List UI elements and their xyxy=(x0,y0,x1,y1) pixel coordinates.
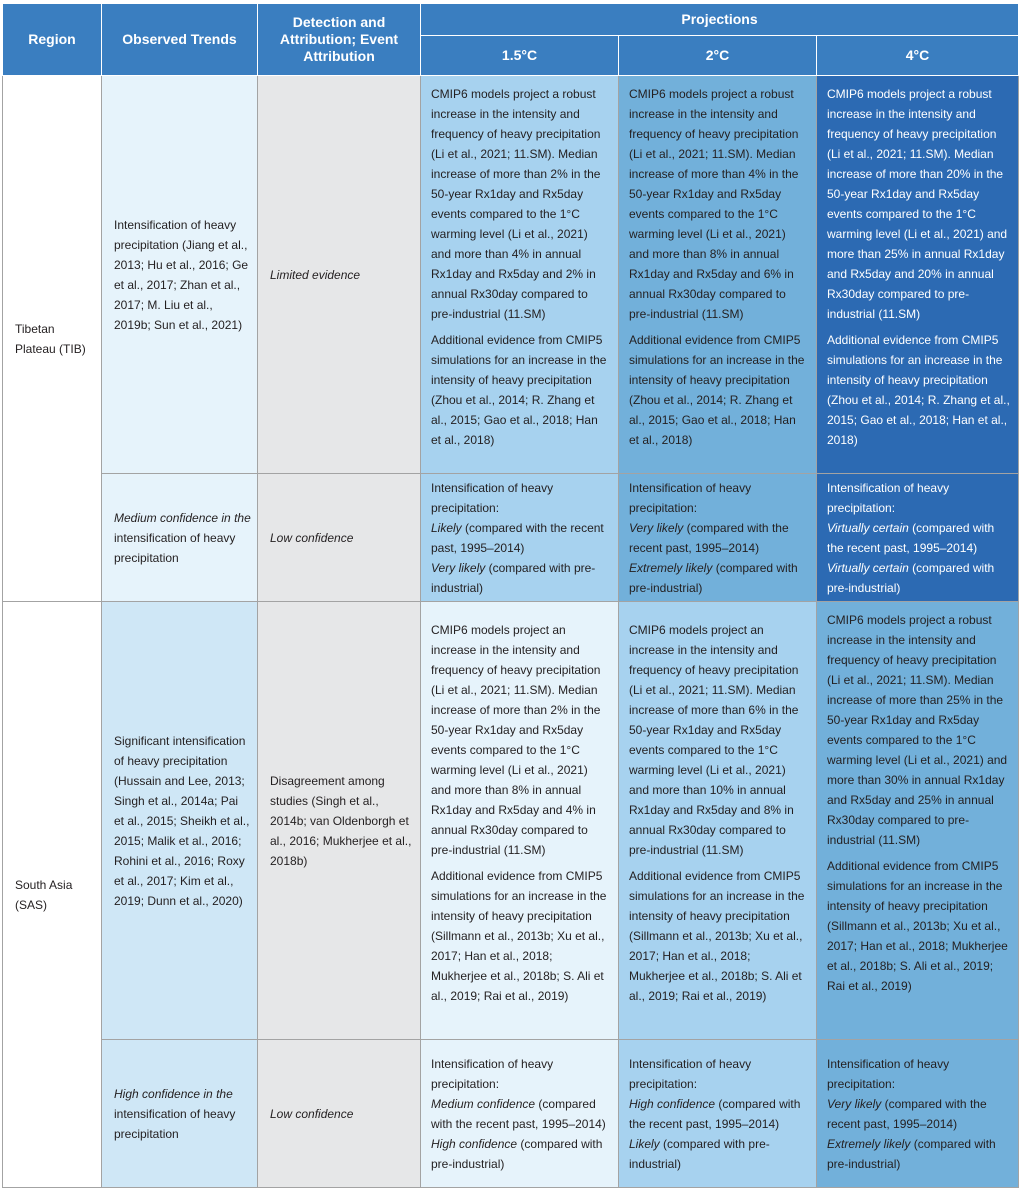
likelihood-term: Extremely likely xyxy=(629,560,713,575)
projection-text: CMIP6 models project an increase in the intensity and frequency of heavy precipitation (Li et al., 2021; 11.SM). Median increase of more than 6% in the 50-year Rx1day and Rx5day events compared to the 1°C warming level (Li et al., 2021) and more than 10% in annual Rx1day and Rx5day and 8% in annual Rx30day compared to pre-industrial (11.SM) xyxy=(629,623,799,857)
projection-text: Additional evidence from CMIP5 simulations for an increase in the intensity of heavy precipitation (Zhou et al., 2014; R. Zhang et al., 2015; Gao et al., 2018; Han et al., 2018) xyxy=(827,333,1010,447)
projection-text: Additional evidence from CMIP5 simulations for an increase in the intensity of heavy precipitation (Zhou et al., 2014; R. Zhang et al., 2015; Gao et al., 2018; Han et al., 2018) xyxy=(431,333,607,447)
projection-intro: Intensification of heavy precipitation: xyxy=(827,1056,950,1091)
comparison-text: (compared with pre-industrial) xyxy=(629,560,798,595)
projection-intro: Intensification of heavy precipitation: xyxy=(827,480,950,515)
projection-text: CMIP6 models project a robust increase in the intensity and frequency of heavy precipitation (Li et al., 2021; 11.SM). Median increase of more than 2% in the 50-year Rx1day and Rx5day events compared to the 1°C warming level (Li et al., 2021) and more than 4% in annual Rx1day and Rx5day and 2% in annual Rx30day compared to pre-industrial (11.SM) xyxy=(431,87,601,321)
projection-1-5-cell xyxy=(421,76,619,474)
projection-text: CMIP6 models project a robust increase in the intensity and frequency of heavy precipitation (Li et al., 2021; 11.SM). Median increase of more than 20% in the 50-year Rx1day and Rx5day events compared to the 1°C warming level (Li et al., 2021) and more than 25% in annual Rx1day and Rx5day and 20% in annual Rx30day compared to pre-industrial (11.SM) xyxy=(827,87,1008,321)
comparison-text: (compared with pre-industrial) xyxy=(827,560,995,595)
header-detection-attribution: Detection and Attribution; Event Attribution xyxy=(258,4,421,76)
projection-text: Additional evidence from CMIP5 simulations for an increase in the intensity of heavy precipitation (Sillmann et al., 2013b; Xu et al., 2017; Han et al., 2018; Mukherjee et al., 2018b; S. Ali et al., 2019; Rai et al., 2019) xyxy=(827,859,1008,993)
table-row xyxy=(3,1040,1019,1188)
detection-attribution-cell: Disagreement among studies (Singh et al., 2014b; van Oldenborgh et al., 2016; Mukherjee et al., 2018b) xyxy=(258,602,421,1040)
header-warming-2: 2°C xyxy=(619,36,817,76)
comparison-text: (compared with pre-industrial) xyxy=(827,1136,996,1171)
projection-4-cell xyxy=(817,602,1019,1040)
table-row xyxy=(3,602,1019,1040)
comparison-text: (compared with the recent past, 1995–2014) xyxy=(629,520,789,555)
comparison-text: (compared with pre-industrial) xyxy=(629,1136,770,1171)
projection-text: Additional evidence from CMIP5 simulations for an increase in the intensity of heavy precipitation (Sillmann et al., 2013b; Xu et al., 2017; Han et al., 2018; Mukherjee et al., 2018b; S. Ali et al., 2019; Rai et al., 2019) xyxy=(629,869,805,1003)
observed-trends-cell: Significant intensification of heavy precipitation (Hussain and Lee, 2013; Singh et al., 2014a; Pai et al., 2015; Sheikh et al., 2015; Malik et al., 2016; Rohini et al., 2016; Roxy et al., 2017; Kim et al., 2019; Dunn et al., 2020) xyxy=(102,602,258,1040)
likelihood-term: Likely xyxy=(629,1136,660,1151)
comparison-text: (compared with the recent past, 1995–2014) xyxy=(431,1096,606,1131)
observed-trends-cell xyxy=(102,474,258,602)
comparison-text: (compared with pre-industrial) xyxy=(431,1136,603,1171)
table-row xyxy=(3,76,1019,474)
header-warming-4: 4°C xyxy=(817,36,1019,76)
projection-text: Additional evidence from CMIP5 simulations for an increase in the intensity of heavy precipitation (Sillmann et al., 2013b; Xu et al., 2017; Han et al., 2018; Mukherjee et al., 2018b; S. Ali et al., 2019; Rai et al., 2019) xyxy=(431,869,607,1003)
projection-2-cell xyxy=(619,602,817,1040)
projection-intro: Intensification of heavy precipitation: xyxy=(431,1056,554,1091)
region-cell-tib: Tibetan Plateau (TIB) xyxy=(3,76,102,602)
likelihood-term: High confidence xyxy=(431,1136,518,1151)
header-observed-trends: Observed Trends xyxy=(102,4,258,76)
comparison-text: (compared with the recent past, 1995–2014) xyxy=(827,520,995,555)
detection-attribution-cell: Low confidence xyxy=(258,474,421,602)
comparison-text: (compared with the recent past, 1995–2014) xyxy=(431,520,604,555)
projection-text: CMIP6 models project an increase in the intensity and frequency of heavy precipitation (Li et al., 2021; 11.SM). Median increase of more than 2% in the 50-year Rx1day and Rx5day events compared to the 1°C warming level (Li et al., 2021) and more than 8% in annual Rx1day and Rx5day and 4% in annual Rx30day compared to pre-industrial (11.SM) xyxy=(431,623,601,857)
comparison-text: (compared with pre-industrial) xyxy=(431,560,596,595)
projection-4-cell xyxy=(817,76,1019,474)
projection-2-cell xyxy=(619,474,817,602)
detection-attribution-cell: Limited evidence xyxy=(258,76,421,474)
projection-2-cell xyxy=(619,1040,817,1188)
table-header xyxy=(3,4,1019,76)
likelihood-term: Likely xyxy=(431,520,462,535)
likelihood-term: Very likely xyxy=(827,1096,882,1111)
observed-trend-text: intensification of heavy precipitation xyxy=(114,530,236,565)
projection-intro: Intensification of heavy precipitation: xyxy=(629,480,752,515)
projection-1-5-cell xyxy=(421,602,619,1040)
projection-intro: Intensification of heavy precipitation: xyxy=(629,1056,752,1091)
table-row xyxy=(3,474,1019,602)
projection-4-cell xyxy=(817,1040,1019,1188)
observed-trends-cell: Intensification of heavy precipitation (Jiang et al., 2013; Hu et al., 2016; Ge et al., 2017; Zhan et al., 2017; M. Liu et al., 2019b; Sun et al., 2021) xyxy=(102,76,258,474)
header-projections: Projections xyxy=(421,4,1019,36)
projection-intro: Intensification of heavy precipitation: xyxy=(431,480,554,515)
likelihood-term: Medium confidence xyxy=(431,1096,536,1111)
detection-attribution-cell: Low confidence xyxy=(258,1040,421,1188)
observed-trend-text: intensification of heavy precipitation xyxy=(114,1106,236,1141)
region-cell-sas: South Asia (SAS) xyxy=(3,602,102,1188)
projection-text: Additional evidence from CMIP5 simulations for an increase in the intensity of heavy precipitation (Zhou et al., 2014; R. Zhang et al., 2015; Gao et al., 2018; Han et al., 2018) xyxy=(629,333,805,447)
header-region: Region xyxy=(3,4,102,76)
projection-1-5-cell xyxy=(421,474,619,602)
comparison-text: (compared with the recent past, 1995–2014) xyxy=(827,1096,987,1131)
confidence-level: High confidence in the xyxy=(114,1086,233,1101)
projection-4-cell xyxy=(817,474,1019,602)
confidence-level: Medium confidence in the xyxy=(114,510,251,525)
projection-text: CMIP6 models project a robust increase in the intensity and frequency of heavy precipitation (Li et al., 2021; 11.SM). Median increase of more than 25% in the 50-year Rx1day and Rx5day events compared to the 1°C warming level (Li et al., 2021) and more than 30% in annual Rx1day and Rx5day and 25% in annual Rx30day compared to pre-industrial (11.SM) xyxy=(827,613,1008,847)
likelihood-term: Virtually certain xyxy=(827,560,909,575)
projection-1-5-cell xyxy=(421,1040,619,1188)
assessment-table xyxy=(2,3,1019,1188)
likelihood-term: Extremely likely xyxy=(827,1136,911,1151)
likelihood-term: Very likely xyxy=(629,520,684,535)
comparison-text: (compared with the recent past, 1995–2014) xyxy=(629,1096,801,1131)
likelihood-term: Virtually certain xyxy=(827,520,909,535)
likelihood-term: Very likely xyxy=(431,560,486,575)
likelihood-term: High confidence xyxy=(629,1096,716,1111)
header-warming-1-5: 1.5°C xyxy=(421,36,619,76)
projection-text: CMIP6 models project a robust increase in the intensity and frequency of heavy precipitation (Li et al., 2021; 11.SM). Median increase of more than 4% in the 50-year Rx1day and Rx5day events compared to the 1°C warming level (Li et al., 2021) and more than 8% in annual Rx1day and Rx5day and 6% in annual Rx30day compared to pre-industrial (11.SM) xyxy=(629,87,799,321)
observed-trends-cell xyxy=(102,1040,258,1188)
projection-2-cell xyxy=(619,76,817,474)
